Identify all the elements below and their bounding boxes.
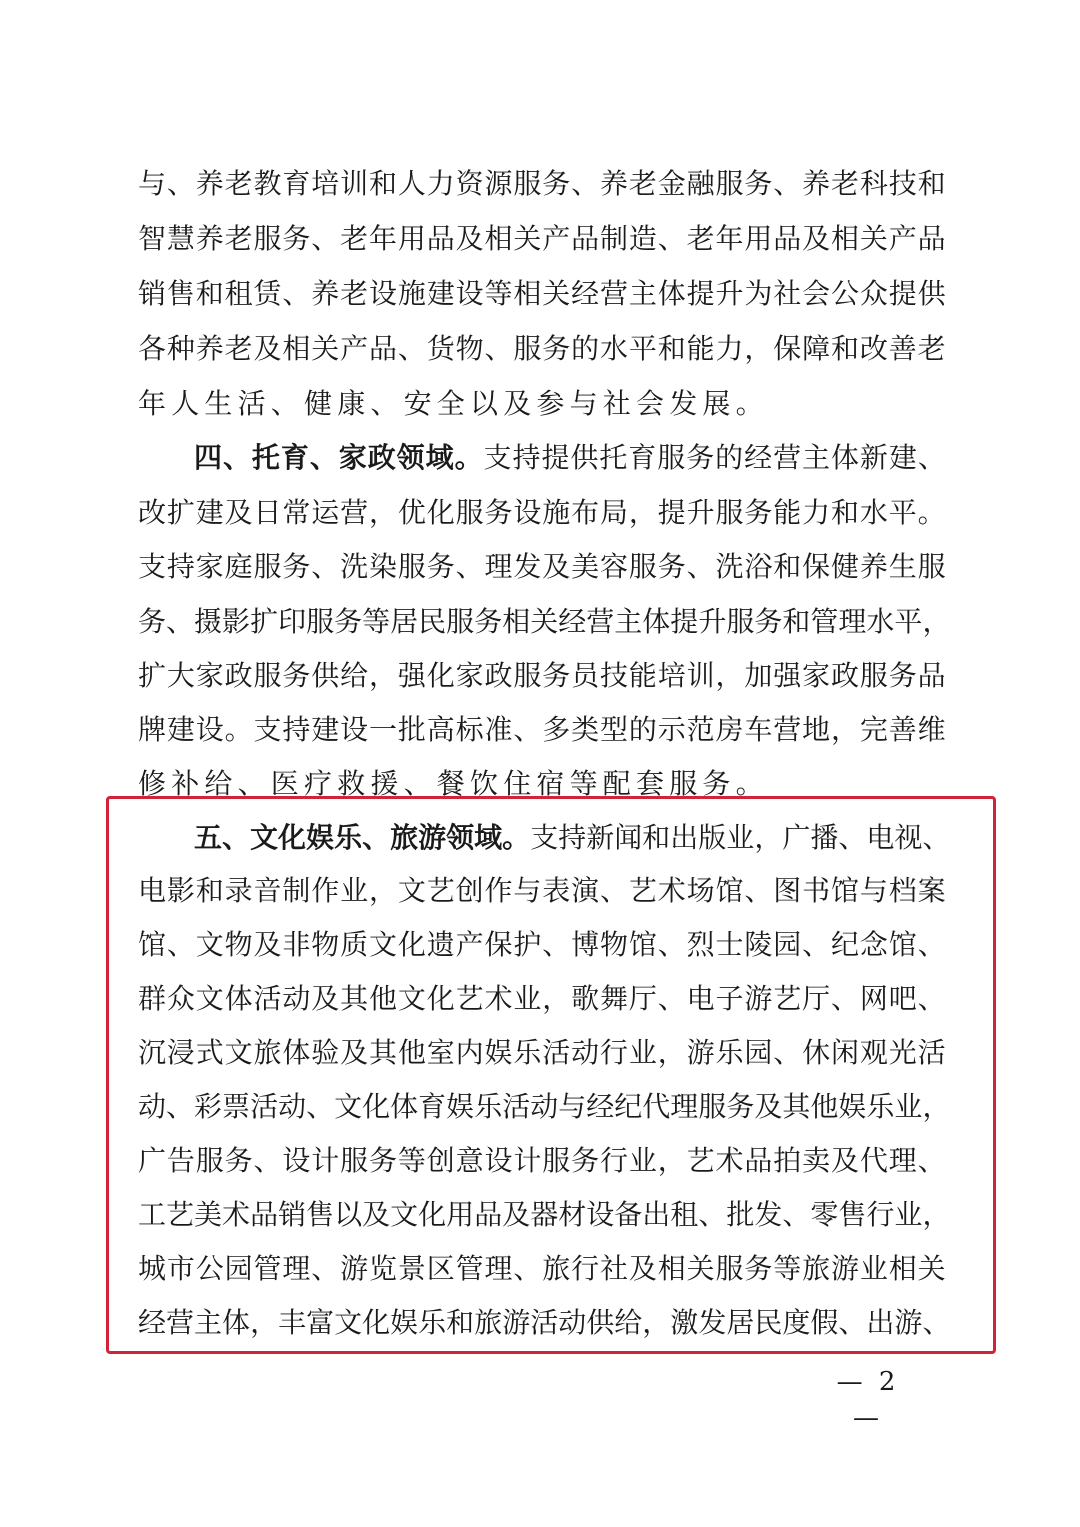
paragraph-line: 销 售 和 租 赁 、 养 老 设 施 建 设 等 相 关 经 营 主 体 提 升 为 社 会 公 众 提 供: [138, 277, 946, 310]
paragraph-line: 沉 浸 式 文 旅 体 验 及 其 他 室 内 娱 乐 活 动 行 业 ， 游 乐 园 、 休 闲 观 光 活: [138, 1036, 946, 1069]
paragraph-line: 电 影 和 录 音 制 作 业 ， 文 艺 创 作 与 表 演 、 艺 术 场 馆 、 图 书 馆 与 档 案: [138, 874, 946, 907]
section-4-first-line-content: 四 、 托 育 、 家 政 领 域 。 支 持 提 供 托 育 服 务 的 经 营 主 体 新 建 、: [194, 441, 946, 474]
paragraph-line: 与 、 养 老 教 育 培 训 和 人 力 资 源 服 务 、 养 老 金 融 服 务 、 养 老 科 技 和: [138, 167, 946, 200]
section-4-first-line: [194, 438, 946, 478]
paragraph-line: 广 告 服 务 、 设 计 服 务 等 创 意 设 计 服 务 行 业 ， 艺 术 品 拍 卖 及 代 理 、: [138, 1144, 946, 1177]
paragraph-line: 动 、 彩 票 活 动 、 文 化 体 育 娱 乐 活 动 与 经 纪 代 理 服 务 及 其 他 娱 乐 业 ，: [138, 1090, 951, 1123]
paragraph-line: 扩 大 家 政 服 务 供 给 ， 强 化 家 政 服 务 员 技 能 培 训 ， 加 强 家 政 服 务 品: [138, 659, 946, 692]
section-5-first-line-content: 五 、 文 化 娱 乐 、 旅 游 领 域 。 支 持 新 闻 和 出 版 业 ， 广 播 、 电 视 、: [194, 821, 951, 854]
paragraph-line: 年人生活、健康、安全以及参与社会发展。: [138, 387, 769, 420]
paragraph-line: 牌 建 设 。 支 持 建 设 一 批 高 标 准 、 多 类 型 的 示 范 房 车 营 地 ， 完 善 维: [138, 713, 946, 746]
paragraph-line: 经 营 主 体 ， 丰 富 文 化 娱 乐 和 旅 游 活 动 供 给 ， 激 发 居 民 度 假 、 出 游 、: [138, 1306, 951, 1339]
paragraph-line: 改 扩 建 及 日 常 运 营 ， 优 化 服 务 设 施 布 局 ， 提 升 服 务 能 力 和 水 平 。: [138, 496, 946, 529]
paragraph-line: 工 艺 美 术 品 销 售 以 及 文 化 用 品 及 器 材 设 备 出 租 、 批 发 、 零 售 行 业 ，: [138, 1198, 951, 1231]
paragraph-line: 务 、 摄 影 扩 印 服 务 等 居 民 服 务 相 关 经 营 主 体 提 升 服 务 和 管 理 水 平 ，: [138, 605, 951, 638]
paragraph-line: 修补给、医疗救援、餐饮住宿等配套服务。: [138, 767, 769, 800]
paragraph-line: 馆 、 文 物 及 非 物 质 文 化 遗 产 保 护 、 博 物 馆 、 烈 士 陵 园 、 纪 念 馆 、: [138, 928, 946, 961]
paragraph-line: 城 市 公 园 管 理 、 游 览 景 区 管 理 、 旅 行 社 及 相 关 服 务 等 旅 游 业 相 关: [138, 1252, 946, 1285]
paragraph-line: 各 种 养 老 及 相 关 产 品 、 货 物 、 服 务 的 水 平 和 能 力 ， 保 障 和 改 善 老: [138, 332, 946, 365]
paragraph-line: 群 众 文 体 活 动 及 其 他 文 化 艺 术 业 ， 歌 舞 厅 、 电 子 游 艺 厅 、 网 吧 、: [138, 982, 946, 1015]
section-5-first-line: [194, 818, 951, 858]
paragraph-line: 支 持 家 庭 服 务 、 洗 染 服 务 、 理 发 及 美 容 服 务 、 洗 浴 和 保 健 养 生 服: [138, 550, 946, 583]
paragraph-line: 智 慧 养 老 服 务 、 老 年 用 品 及 相 关 产 品 制 造 、 老 年 用 品 及 相 关 产 品: [138, 222, 946, 255]
page-number: — 2 —: [836, 1367, 900, 1433]
